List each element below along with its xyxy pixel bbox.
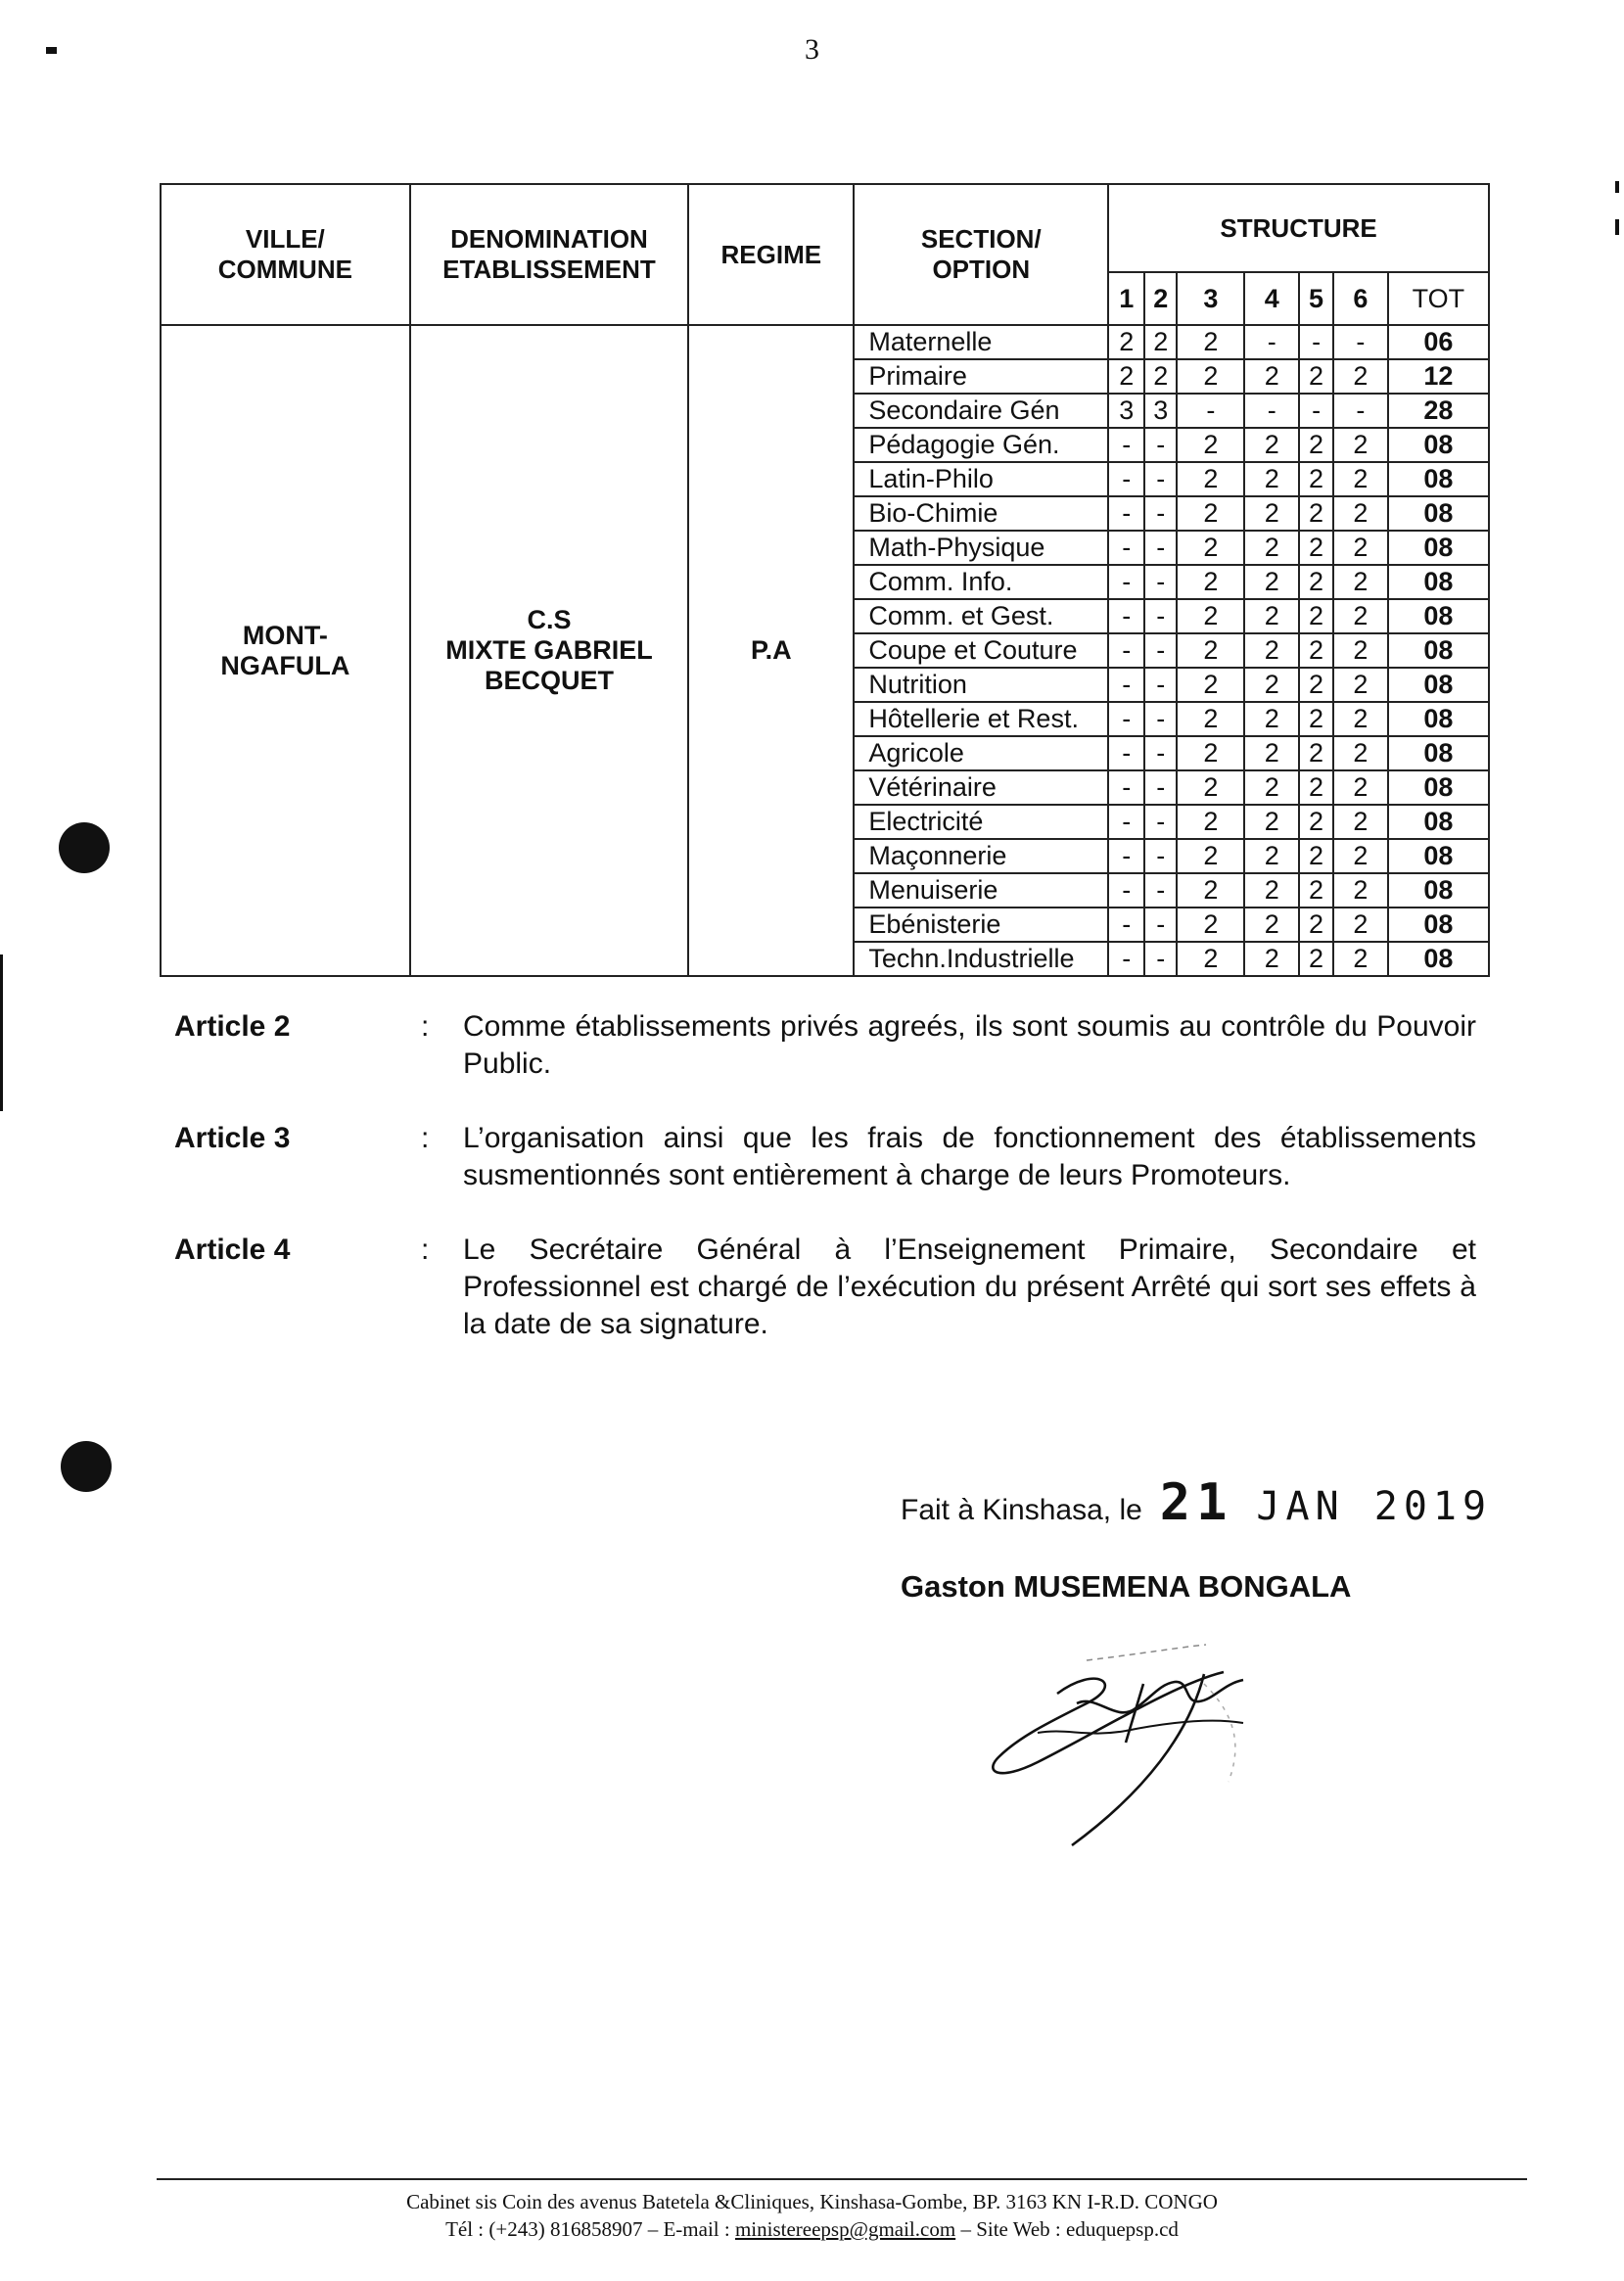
article-label: Article 3	[174, 1122, 291, 1154]
structure-cell: 2	[1108, 325, 1144, 359]
structure-cell: -	[1108, 736, 1144, 770]
section-cell: Coupe et Couture	[854, 633, 1108, 668]
structure-cell: 2	[1144, 325, 1177, 359]
structure-cell: -	[1244, 394, 1299, 428]
structure-cell: 2	[1177, 428, 1244, 462]
structure-cell: 2	[1333, 599, 1388, 633]
total-cell: 08	[1388, 633, 1489, 668]
footer-contact	[0, 2215, 1624, 2243]
scan-mark	[46, 47, 57, 54]
structure-cell: 2	[1244, 633, 1299, 668]
ville-commune-cell	[161, 325, 410, 976]
structure-cell: 2	[1333, 839, 1388, 873]
total-cell: 08	[1388, 702, 1489, 736]
structure-cell: 2	[1244, 462, 1299, 496]
section-cell: Latin-Philo	[854, 462, 1108, 496]
structure-cell: 2	[1177, 770, 1244, 805]
structure-cell: 2	[1244, 736, 1299, 770]
structure-cell: 2	[1333, 496, 1388, 531]
article	[0, 1008, 1624, 1083]
structure-cell: 2	[1333, 770, 1388, 805]
total-cell: 08	[1388, 839, 1489, 873]
structure-cell: 2	[1333, 462, 1388, 496]
scan-mark	[1615, 181, 1619, 193]
structure-cell: 2	[1333, 359, 1388, 394]
punch-hole	[61, 1441, 112, 1492]
article-label: Article 2	[174, 1010, 291, 1043]
structure-cell: -	[1108, 496, 1144, 531]
footer-tel: Tél : (+243) 816858907 – E-mail :	[445, 2217, 735, 2241]
structure-cell: 2	[1333, 428, 1388, 462]
article-text: Comme établissements privés agreés, ils sont soumis au contrôle du Pouvoir Public.	[463, 1010, 1476, 1080]
structure-cell: 2	[1299, 633, 1333, 668]
total-cell: 06	[1388, 325, 1489, 359]
structure-cell: -	[1244, 325, 1299, 359]
article	[0, 1120, 1624, 1194]
structure-cell: 2	[1333, 873, 1388, 908]
place-prefix: Fait à Kinshasa, le	[901, 1494, 1142, 1526]
ville-line: NGAFULA	[220, 650, 350, 680]
structure-cell: 2	[1177, 839, 1244, 873]
section-cell: Techn.Industrielle	[854, 942, 1108, 976]
footer-web: – Site Web : eduquepsp.cd	[955, 2217, 1179, 2241]
etab-line: MIXTE GABRIEL	[445, 635, 653, 665]
etab-line: BECQUET	[484, 666, 614, 695]
structure-cell: 2	[1299, 496, 1333, 531]
structure-cell: 3	[1144, 394, 1177, 428]
structure-cell: -	[1144, 839, 1177, 873]
total-cell: 08	[1388, 599, 1489, 633]
structure-cell: -	[1108, 702, 1144, 736]
structure-cell: 2	[1299, 668, 1333, 702]
structure-cell: 2	[1244, 496, 1299, 531]
structure-cell: -	[1108, 839, 1144, 873]
structure-cell: 2	[1299, 805, 1333, 839]
structure-cell: 2	[1244, 805, 1299, 839]
footer-address: Cabinet sis Coin des avenus Batetela &Cliniques, Kinshasa-Gombe, BP. 3163 KN I-R.D. CONGO	[406, 2190, 1218, 2213]
structure-cell: -	[1299, 325, 1333, 359]
article-label: Article 4	[174, 1234, 291, 1266]
structure-cell: 2	[1333, 702, 1388, 736]
footer	[0, 2188, 1624, 2243]
article-text: Le Secrétaire Général à l’Enseignement Primaire, Secondaire et Professionnel est chargé de l’exécution du présent Arrêté qui sort ses effets à la date de sa signature.	[463, 1234, 1476, 1340]
section-cell: Comm. Info.	[854, 565, 1108, 599]
header-col-6: 6	[1333, 272, 1388, 325]
structure-cell: 2	[1244, 702, 1299, 736]
section-cell: Comm. et Gest.	[854, 599, 1108, 633]
structure-cell: 2	[1333, 736, 1388, 770]
structure-cell: -	[1108, 908, 1144, 942]
header-section-option: SECTION/ OPTION	[854, 184, 1108, 325]
structure-cell: 2	[1144, 359, 1177, 394]
article-colon: :	[421, 1010, 430, 1043]
structure-cell: 2	[1177, 736, 1244, 770]
total-cell: 08	[1388, 805, 1489, 839]
footer-email-link[interactable]: ministereepsp@gmail.com	[734, 2217, 956, 2241]
section-cell: Agricole	[854, 736, 1108, 770]
structure-cell: -	[1108, 565, 1144, 599]
structure-cell: 2	[1177, 325, 1244, 359]
handwritten-signature	[979, 1625, 1351, 1870]
article	[0, 1232, 1624, 1343]
structure-cell: -	[1108, 599, 1144, 633]
total-cell: 08	[1388, 565, 1489, 599]
structure-cell: 2	[1333, 942, 1388, 976]
structure-cell: 2	[1177, 462, 1244, 496]
article-colon: :	[421, 1122, 430, 1154]
structure-cell: 2	[1299, 908, 1333, 942]
total-cell: 08	[1388, 531, 1489, 565]
header-col-1: 1	[1108, 272, 1144, 325]
total-cell: 08	[1388, 668, 1489, 702]
structure-cell: 2	[1177, 599, 1244, 633]
structure-cell: 2	[1244, 428, 1299, 462]
structure-cell: -	[1108, 942, 1144, 976]
structure-cell: -	[1108, 770, 1144, 805]
structure-cell: -	[1144, 908, 1177, 942]
total-cell: 08	[1388, 770, 1489, 805]
total-cell: 08	[1388, 462, 1489, 496]
structure-cell: -	[1333, 325, 1388, 359]
header-col-tot: TOT	[1388, 272, 1489, 325]
scan-mark	[1615, 219, 1619, 235]
section-cell: Primaire	[854, 359, 1108, 394]
structure-cell: 2	[1244, 873, 1299, 908]
structure-cell: -	[1144, 668, 1177, 702]
ville-line: MONT-	[242, 620, 328, 650]
structure-cell: 2	[1299, 873, 1333, 908]
structure-cell: 2	[1299, 428, 1333, 462]
signer-name: Gaston MUSEMENA BONGALA	[901, 1569, 1352, 1604]
section-cell: Secondaire Gén	[854, 394, 1108, 428]
header-ville-commune: VILLE/ COMMUNE	[161, 184, 410, 325]
signoff-block	[901, 1473, 1492, 1605]
page-number: 3	[805, 33, 819, 66]
structure-cell: 2	[1177, 873, 1244, 908]
structure-cell: 2	[1244, 599, 1299, 633]
structure-cell: 2	[1299, 770, 1333, 805]
total-cell: 08	[1388, 873, 1489, 908]
structure-cell: -	[1333, 394, 1388, 428]
structure-cell: 2	[1333, 805, 1388, 839]
structure-cell: -	[1144, 805, 1177, 839]
structure-cell: -	[1299, 394, 1333, 428]
structure-table	[160, 183, 1490, 977]
structure-cell: 2	[1244, 908, 1299, 942]
structure-cell: -	[1108, 428, 1144, 462]
structure-cell: 2	[1299, 702, 1333, 736]
section-cell: Hôtellerie et Rest.	[854, 702, 1108, 736]
structure-cell: 2	[1177, 668, 1244, 702]
structure-cell: -	[1108, 668, 1144, 702]
structure-cell: 2	[1299, 839, 1333, 873]
structure-cell: -	[1108, 462, 1144, 496]
header-regime: REGIME	[688, 184, 854, 325]
structure-cell: 2	[1244, 531, 1299, 565]
structure-cell: -	[1144, 496, 1177, 531]
structure-cell: 2	[1244, 942, 1299, 976]
structure-cell: -	[1108, 531, 1144, 565]
section-cell: Nutrition	[854, 668, 1108, 702]
structure-cell: 2	[1299, 359, 1333, 394]
structure-cell: -	[1144, 702, 1177, 736]
structure-cell: -	[1144, 462, 1177, 496]
structure-cell: -	[1144, 565, 1177, 599]
structure-cell: 2	[1177, 908, 1244, 942]
header-col-4: 4	[1244, 272, 1299, 325]
structure-cell: 2	[1177, 633, 1244, 668]
total-cell: 08	[1388, 736, 1489, 770]
structure-cell: 2	[1333, 565, 1388, 599]
structure-cell: 2	[1299, 531, 1333, 565]
section-cell: Electricité	[854, 805, 1108, 839]
section-cell: Bio-Chimie	[854, 496, 1108, 531]
section-cell: Pédagogie Gén.	[854, 428, 1108, 462]
total-cell: 08	[1388, 496, 1489, 531]
structure-cell: 2	[1177, 531, 1244, 565]
structure-cell: 2	[1333, 633, 1388, 668]
footer-rule	[157, 2178, 1527, 2180]
etab-line: C.S	[527, 605, 572, 634]
structure-cell: 2	[1333, 668, 1388, 702]
date-stamp-month-year: JAN 2019	[1256, 1484, 1493, 1529]
structure-cell: -	[1108, 873, 1144, 908]
article-text: L’organisation ainsi que les frais de fonctionnement des établissements susmentionnés sont entièrement à charge de leurs Promoteurs.	[463, 1122, 1476, 1191]
article-colon: :	[421, 1234, 430, 1266]
header-denomination: DENOMINATION ETABLISSEMENT	[410, 184, 689, 325]
total-cell: 08	[1388, 428, 1489, 462]
structure-cell: -	[1108, 633, 1144, 668]
structure-cell: 2	[1244, 770, 1299, 805]
structure-cell: 2	[1333, 908, 1388, 942]
structure-cell: 2	[1177, 565, 1244, 599]
structure-cell: 3	[1108, 394, 1144, 428]
header-col-5: 5	[1299, 272, 1333, 325]
articles-section	[0, 1008, 1624, 1380]
structure-cell: 2	[1299, 942, 1333, 976]
structure-cell: 2	[1333, 531, 1388, 565]
structure-cell: 2	[1244, 565, 1299, 599]
structure-cell: -	[1144, 770, 1177, 805]
punch-hole	[59, 822, 110, 873]
structure-cell: 2	[1177, 702, 1244, 736]
structure-cell: -	[1144, 428, 1177, 462]
structure-cell: -	[1144, 599, 1177, 633]
structure-cell: 2	[1177, 359, 1244, 394]
structure-cell: 2	[1299, 599, 1333, 633]
header-col-2: 2	[1144, 272, 1177, 325]
structure-cell: -	[1108, 805, 1144, 839]
structure-cell: 2	[1177, 805, 1244, 839]
section-cell: Menuiserie	[854, 873, 1108, 908]
structure-cell: 2	[1177, 942, 1244, 976]
header-col-3: 3	[1177, 272, 1244, 325]
section-cell: Vétérinaire	[854, 770, 1108, 805]
structure-cell: -	[1144, 942, 1177, 976]
date-stamp-day: 21	[1159, 1473, 1233, 1532]
total-cell: 12	[1388, 359, 1489, 394]
structure-cell: -	[1144, 633, 1177, 668]
structure-cell: 2	[1299, 736, 1333, 770]
structure-cell: 2	[1244, 839, 1299, 873]
structure-cell: 2	[1177, 496, 1244, 531]
place-date-line	[901, 1473, 1492, 1532]
total-cell: 28	[1388, 394, 1489, 428]
section-cell: Ebénisterie	[854, 908, 1108, 942]
structure-cell: 2	[1299, 565, 1333, 599]
structure-cell: 2	[1244, 359, 1299, 394]
structure-cell: 2	[1108, 359, 1144, 394]
section-cell: Maçonnerie	[854, 839, 1108, 873]
structure-cell: -	[1177, 394, 1244, 428]
section-cell: Math-Physique	[854, 531, 1108, 565]
structure-cell: 2	[1299, 462, 1333, 496]
date-stamp	[1160, 1473, 1492, 1532]
total-cell: 08	[1388, 942, 1489, 976]
structure-cell: 2	[1244, 668, 1299, 702]
total-cell: 08	[1388, 908, 1489, 942]
regime-cell: P.A	[688, 325, 854, 976]
structure-cell: -	[1144, 531, 1177, 565]
structure-cell: -	[1144, 873, 1177, 908]
header-structure: STRUCTURE	[1108, 184, 1489, 272]
etablissement-cell	[410, 325, 689, 976]
section-cell: Maternelle	[854, 325, 1108, 359]
structure-cell: -	[1144, 736, 1177, 770]
